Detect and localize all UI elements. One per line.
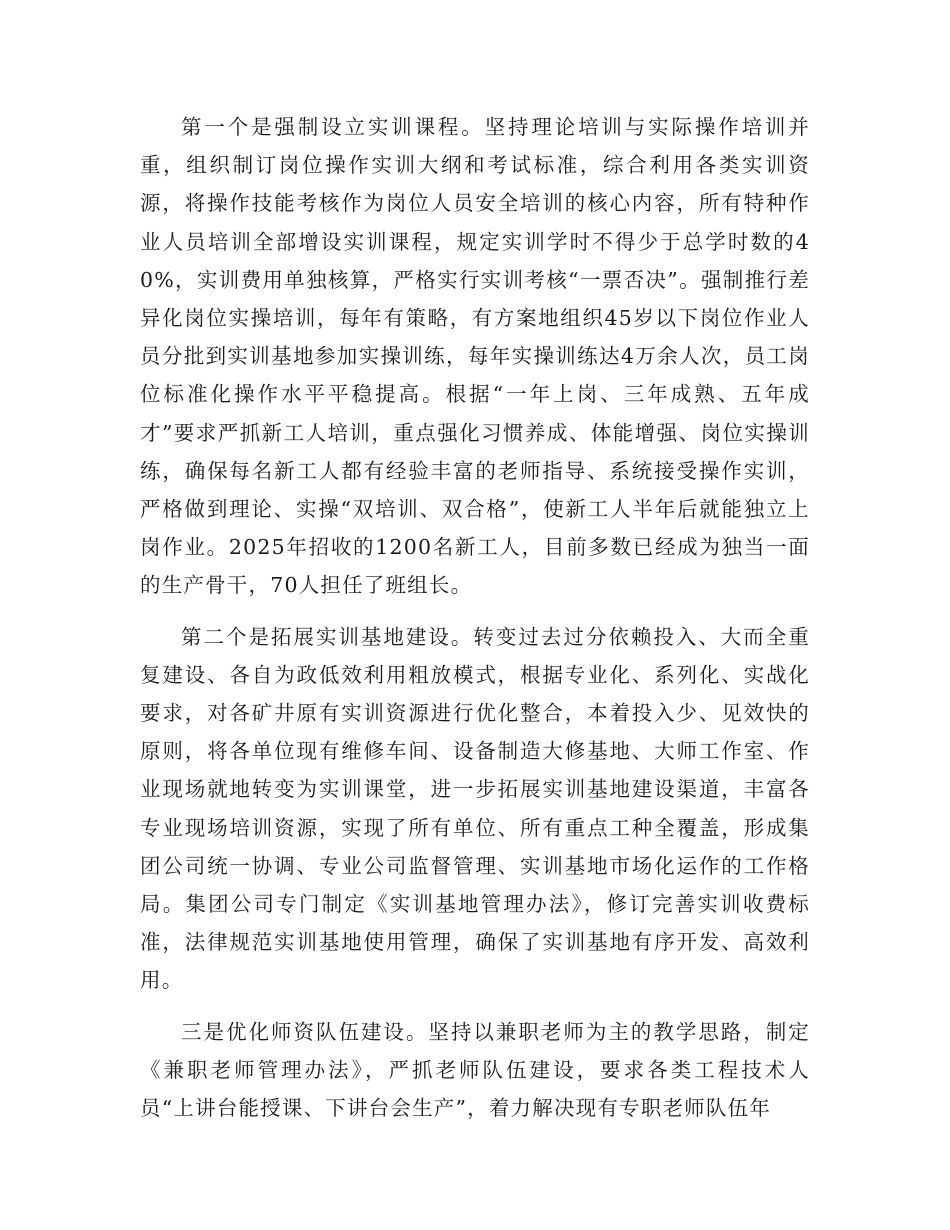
paragraph-training-base-construction: 第二个是拓展实训基地建设。转变过去过分依赖投入、大而全重复建设、各自为政低效利用粗放模式，根据专业化、系列化、实战化要求，对各矿井原有实训资源进行优化整合，本着投入少、见效快的原则，将各单位现有维修车间、设备制造大修基地、大师工作室、作业现场就地转变为实训课堂，进一步拓展实训基地建设渠道，丰富各专业现场培训资源，实现了所有单位、所有重点工种全覆盖，形成集团公司统一协调、专业公司监督管理、实训基地市场化运作的工作格局。集团公司专门制定《实训基地管理办法》，修订完善实训收费标准，法律规范实训基地使用管理，确保了实训基地有序开发、高效利用。 bbox=[140, 624, 810, 993]
paragraph-practical-training-courses: 第一个是强制设立实训课程。坚持理论培训与实际操作培训并重，组织制订岗位操作实训大纲和考试标准，综合利用各类实训资源，将操作技能考核作为岗位人员安全培训的核心内容，所有特种作业人员培训全部增设实训课程，规定实训学时不得少于总学时数的40%，实训费用单独核算，严格实行实训考核“一票否决”。强制推行差异化岗位实操培训，每年有策略，有方案地组织45岁以下岗位作业人员分批到实训基地参加实操训练，每年实操训练达4万余人次，员工岗位标准化操作水平平稳提高。根据“一年上岗、三年成熟、五年成才”要求严抓新工人培训，重点强化习惯养成、体能增强、岗位实操训练，确保每名新工人都有经验丰富的老师指导、系统接受操作实训，严格做到理论、实操“双培训、双合格”，使新工人半年后就能独立上岗作业。2025年招收的1200名新工人，目前多数已经成为独当一面的生产骨干，70人担任了班组长。 bbox=[140, 115, 810, 598]
paragraph-teacher-team-construction: 三是优化师资队伍建设。坚持以兼职老师为主的教学思路，制定《兼职老师管理办法》，严抓老师队伍建设，要求各类工程技术人员“上讲台能授课、下讲台会生产”，着力解决现有专职老师队伍年 bbox=[140, 1019, 810, 1121]
document-page bbox=[140, 108, 810, 1140]
